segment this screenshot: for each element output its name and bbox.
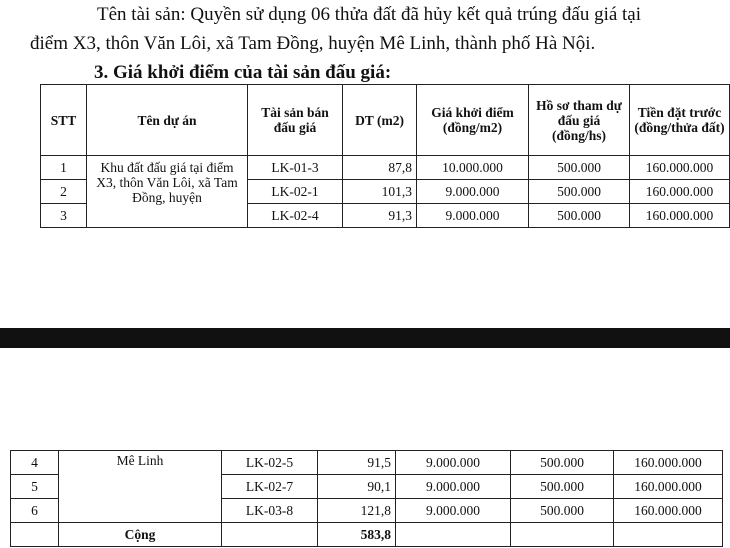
cell-asset: LK-02-4 (248, 204, 343, 228)
header-project: Tên dự án (87, 85, 248, 156)
cell-price: 9.000.000 (417, 180, 529, 204)
cell-stt: 2 (41, 180, 87, 204)
cell-fee: 500.000 (511, 499, 614, 523)
cell-asset: LK-02-5 (222, 451, 318, 475)
page-break-bar (0, 328, 730, 348)
cell-price: 9.000.000 (417, 204, 529, 228)
cell-project-name-cont: Mê Linh (59, 451, 222, 523)
header-stt: STT (41, 85, 87, 156)
cell-fee: 500.000 (511, 451, 614, 475)
cell-stt: 3 (41, 204, 87, 228)
cell-asset: LK-02-1 (248, 180, 343, 204)
cell-stt: 4 (11, 451, 59, 475)
header-deposit: Tiền đặt trước (đồng/thửa đất) (630, 85, 730, 156)
price-table-top (40, 84, 730, 228)
cell-fee: 500.000 (529, 204, 630, 228)
cell-deposit: 160.000.000 (630, 204, 730, 228)
cell-fee: 500.000 (511, 475, 614, 499)
table-row (11, 451, 723, 475)
header-fee: Hồ sơ tham dự đấu giá (đồng/hs) (529, 85, 630, 156)
cell-asset: LK-01-3 (248, 156, 343, 180)
header-area: DT (m2) (343, 85, 417, 156)
cell-total-empty (11, 523, 59, 547)
cell-total-label: Cộng (59, 523, 222, 547)
cell-area: 91,5 (318, 451, 396, 475)
cell-asset: LK-02-7 (222, 475, 318, 499)
cell-fee: 500.000 (529, 180, 630, 204)
table-row (41, 156, 730, 180)
cell-fee: 500.000 (529, 156, 630, 180)
cell-area: 90,1 (318, 475, 396, 499)
cell-stt: 5 (11, 475, 59, 499)
table-header-row (41, 85, 730, 156)
cell-deposit: 160.000.000 (614, 475, 723, 499)
cell-asset: LK-03-8 (222, 499, 318, 523)
cell-area: 121,8 (318, 499, 396, 523)
cell-deposit: 160.000.000 (614, 451, 723, 475)
cell-stt: 6 (11, 499, 59, 523)
cell-deposit: 160.000.000 (630, 180, 730, 204)
intro-line-2: điểm X3, thôn Văn Lôi, xã Tam Đồng, huyện Mê Linh, thành phố Hà Nội. (30, 33, 596, 54)
cell-total-empty (614, 523, 723, 547)
header-asset: Tài sản bán đấu giá (248, 85, 343, 156)
price-table-bottom (10, 450, 723, 547)
header-price: Giá khởi điểm (đồng/m2) (417, 85, 529, 156)
cell-area: 91,3 (343, 204, 417, 228)
cell-area: 101,3 (343, 180, 417, 204)
intro-line-1: Tên tài sản: Quyền sử dụng 06 thửa đất đã hủy kết quả trúng đấu giá tại (97, 4, 642, 25)
cell-price: 9.000.000 (396, 499, 511, 523)
cell-project-name: Khu đất đấu giá tại điểm X3, thôn Văn Lôi, xã Tam Đồng, huyện (87, 156, 248, 228)
cell-total-empty (396, 523, 511, 547)
cell-total-empty (511, 523, 614, 547)
cell-price: 9.000.000 (396, 475, 511, 499)
cell-stt: 1 (41, 156, 87, 180)
section-title: 3. Giá khởi điểm của tài sản đấu giá: (94, 62, 392, 83)
table-total-row (11, 523, 723, 547)
cell-deposit: 160.000.000 (630, 156, 730, 180)
cell-total-area: 583,8 (318, 523, 396, 547)
cell-price: 9.000.000 (396, 451, 511, 475)
cell-total-empty (222, 523, 318, 547)
cell-area: 87,8 (343, 156, 417, 180)
cell-deposit: 160.000.000 (614, 499, 723, 523)
cell-price: 10.000.000 (417, 156, 529, 180)
